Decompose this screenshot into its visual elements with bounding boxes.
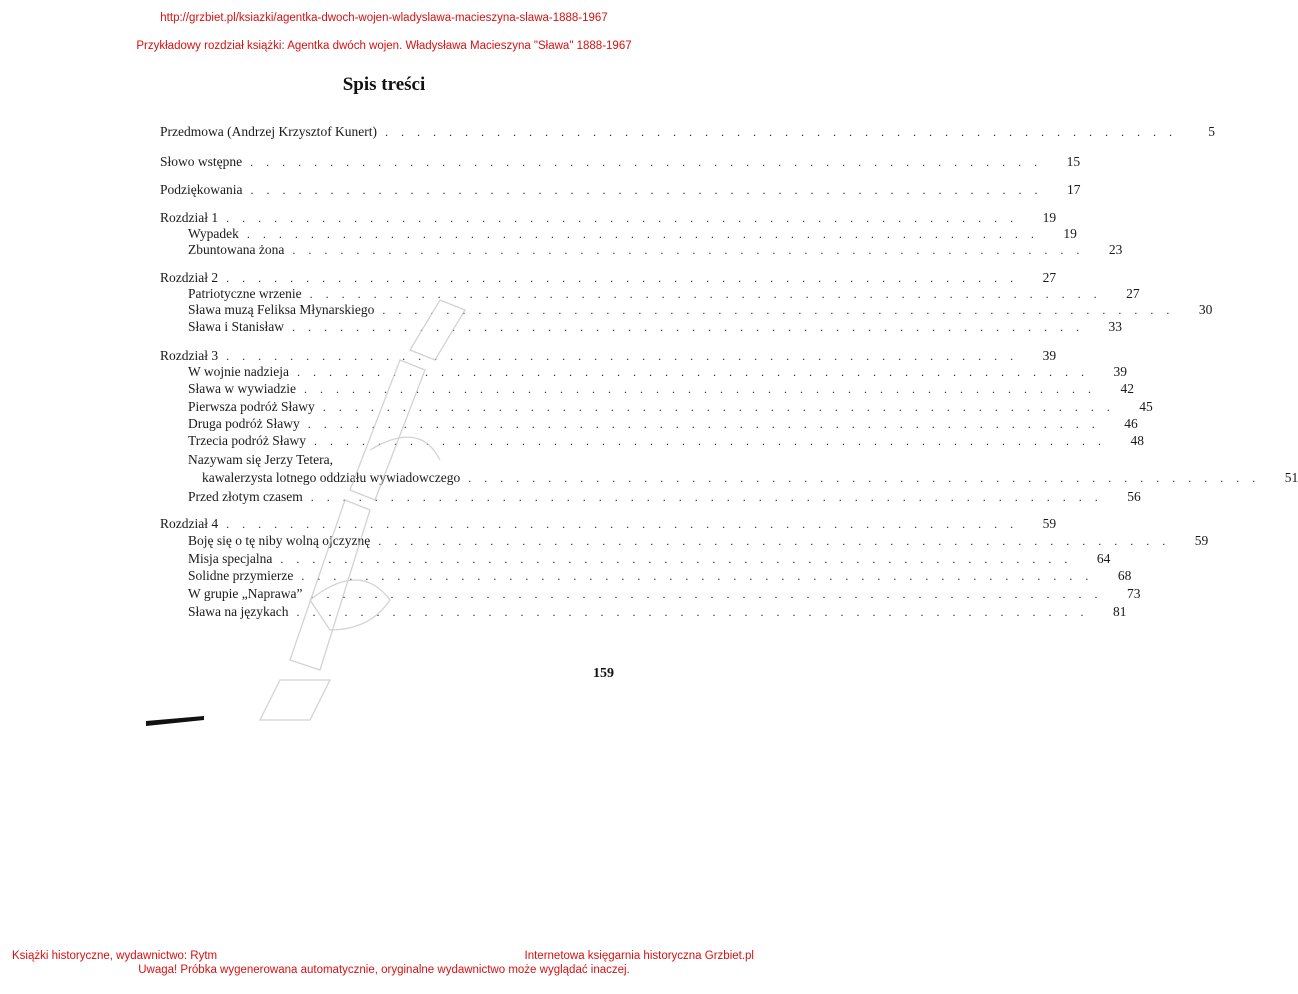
- footer-publisher: Książki historyczne, wydawnictwo: Rytm: [12, 950, 218, 962]
- toc-entry-preface: [160, 122, 1216, 140]
- leader-dots: . . . . . . . . . . . . . . . . . . . . . . . . . . . . . . . . . . . . . . . . . . . . . . . . . .: [468, 471, 1261, 485]
- toc-entry-label: Rozdział 3: [160, 348, 219, 363]
- leader-dots: . . . . . . . . . . . . . . . . . . . . . . . . . . . . . . . . . . . . . . . . . . . . . . . . . .: [303, 382, 1096, 396]
- leader-dots: . . . . . . . . . . . . . . . . . . . . . . . . . . . . . . . . . . . . . . . . . . . . . . . . . .: [296, 605, 1089, 619]
- toc-entry-page: 48: [1130, 433, 1144, 448]
- toc-entry: [188, 450, 612, 468]
- toc-entry-page: 27: [1126, 286, 1140, 301]
- leader-dots: . . . . . . . . . . . . . . . . . . . . . . . . . . . . . . . . . . . . . . . . . . . . . . . . . .: [322, 400, 1115, 414]
- printer-mark-icon: [146, 716, 204, 728]
- leader-dots: . . . . . . . . . . . . . . . . . . . . . . . . . . . . . . . . . . . . . . . . . . . . . . . . . .: [313, 434, 1106, 448]
- toc-entry-page: 27: [1042, 270, 1057, 285]
- toc-entry-label: Sława muzą Feliksa Młynarskiego: [188, 302, 375, 317]
- toc-entry-page: 59: [1042, 516, 1057, 531]
- toc-entry-label: Słowo wstępne: [160, 154, 243, 169]
- footer-bookstore[interactable]: Internetowa księgarnia historyczna Grzbiet.pl: [524, 950, 754, 962]
- toc-entry-page: 56: [1127, 489, 1141, 504]
- toc-entry-page: 51: [1284, 470, 1298, 485]
- toc-entry: [188, 531, 1209, 549]
- toc-entry-label: Nazywam się Jerzy Tetera,: [188, 452, 333, 467]
- toc-entry-label: W wojnie nadzieja: [188, 364, 289, 379]
- leader-dots: . . . . . . . . . . . . . . . . . . . . . . . . . . . . . . . . . . . . . . . . . . . . . . . . . .: [296, 365, 1089, 379]
- toc-entry-chapter-4: [160, 514, 1057, 532]
- leader-dots: . . . . . . . . . . . . . . . . . . . . . . . . . . . . . . . . . . . . . . . . . . . . . . . . . .: [250, 183, 1043, 197]
- toc-entry-label: Przed złotym czasem: [188, 489, 303, 504]
- toc-entry: [188, 414, 1138, 432]
- leader-dots: . . . . . . . . . . . . . . . . . . . . . . . . . . . . . . . . . . . . . . . . . . . . . . . . . .: [226, 211, 1019, 225]
- toc-entry-label: Rozdział 2: [160, 270, 219, 285]
- toc-entry-page: 15: [1066, 154, 1081, 169]
- toc-entry-page: 46: [1124, 416, 1138, 431]
- page-number: 159: [593, 666, 614, 681]
- toc-entry: [188, 379, 1134, 397]
- toc-entry: [188, 240, 1123, 258]
- toc-entry-page: 68: [1117, 568, 1132, 583]
- leader-dots: . . . . . . . . . . . . . . . . . . . . . . . . . . . . . . . . . . . . . . . . . . . . . . . . . .: [246, 227, 1039, 241]
- toc-entry: [188, 300, 1213, 318]
- toc-entry-label: Wypadek: [188, 226, 239, 241]
- toc-entry-label: Solidne przymierze: [188, 568, 294, 583]
- leader-dots: . . . . . . . . . . . . . . . . . . . . . . . . . . . . . . . . . . . . . . . . . . . . . . . . . .: [382, 303, 1175, 317]
- toc-entry-label: Boję się o tę niby wolną ojczyznę: [188, 533, 371, 548]
- toc-entry-label: Zbuntowana żona: [188, 242, 285, 257]
- leader-dots: . . . . . . . . . . . . . . . . . . . . . . . . . . . . . . . . . . . . . . . . . . . . . . . . . .: [292, 243, 1085, 257]
- toc-entry-page: 64: [1096, 551, 1111, 566]
- toc-entry-label: Podziękowania: [160, 182, 243, 197]
- leader-dots: . . . . . . . . . . . . . . . . . . . . . . . . . . . . . . . . . . . . . . . . . . . . . . . . . .: [250, 155, 1043, 169]
- toc-entry-acknowledgements: [160, 180, 1081, 198]
- toc-entry-label: Rozdział 4: [160, 516, 219, 531]
- toc-title: Spis treści: [342, 74, 426, 95]
- leader-dots: . . . . . . . . . . . . . . . . . . . . . . . . . . . . . . . . . . . . . . . . . . . . . . . . . .: [309, 287, 1102, 301]
- footer-disclaimer: Uwaga! Próbka wygenerowana automatycznie, oryginalne wydawnictwo może wyglądać inaczej.: [138, 964, 630, 976]
- toc-entry-label: Sława w wywiadzie: [188, 381, 296, 396]
- leader-dots: . . . . . . . . . . . . . . . . . . . . . . . . . . . . . . . . . . . . . . . . . . . . . . . . . .: [226, 517, 1019, 531]
- toc-entry-page: 33: [1108, 319, 1122, 334]
- toc-entry: [188, 584, 1141, 602]
- leader-dots: . . . . . . . . . . . . . . . . . . . . . . . . . . . . . . . . . . . . . . . . . . . . . . . . . .: [226, 271, 1019, 285]
- toc-entry-page: 19: [1042, 210, 1057, 225]
- toc-entry-label: W grupie „Naprawa”: [188, 586, 303, 601]
- toc-entry-page: 5: [1208, 124, 1216, 139]
- toc-entry-label: kawalerzysta lotnego oddziału wywiadowczego: [202, 470, 461, 485]
- leader-dots: . . . . . . . . . . . . . . . . . . . . . . . . . . . . . . . . . . . . . . . . . . . . . . . . . .: [292, 320, 1084, 334]
- toc-entry-page: 45: [1139, 399, 1153, 414]
- sample-notice: Przykładowy rozdział książki: Agentka dwóch wojen. Władysława Macieszyna "Sława" 1888-1967: [136, 40, 632, 52]
- toc-entry-page: 17: [1066, 182, 1081, 197]
- toc-entry-page: 39: [1042, 348, 1057, 363]
- toc-entry-label: Druga podróż Sławy: [188, 416, 300, 431]
- toc-entry-page: 81: [1112, 604, 1127, 619]
- toc-entry: [188, 566, 1132, 584]
- toc-entry: [188, 431, 1144, 449]
- toc-entry-foreword: [160, 152, 1081, 170]
- leader-dots: . . . . . . . . . . . . . . . . . . . . . . . . . . . . . . . . . . . . . . . . . . . . . . . . . .: [226, 349, 1019, 363]
- toc-entry-page: 30: [1198, 302, 1213, 317]
- toc-entry-label: Patriotyczne wrzenie: [188, 286, 302, 301]
- toc-entry: [202, 468, 1298, 486]
- toc-entry-label: Rozdział 1: [160, 210, 219, 225]
- toc-entry: [188, 397, 1153, 415]
- leader-dots: . . . . . . . . . . . . . . . . . . . . . . . . . . . . . . . . . . . . . . . . . . . . . . . . . .: [301, 569, 1094, 583]
- toc-entry-label: Sława i Stanisław: [188, 319, 284, 334]
- toc-entry: [188, 362, 1127, 380]
- toc-entry: [188, 602, 1127, 620]
- toc-entry: [188, 487, 1141, 505]
- toc-entry-page: 39: [1113, 364, 1127, 379]
- toc-entry-label: Sława na językach: [188, 604, 289, 619]
- toc-entry-label: Misja specjalna: [188, 551, 273, 566]
- toc-entry-page: 19: [1063, 226, 1077, 241]
- toc-entry-label: Pierwsza podróż Sławy: [188, 399, 315, 414]
- source-url[interactable]: http://grzbiet.pl/ksiazki/agentka-dwoch-wojen-wladyslawa-macieszyna-slawa-1888-1967: [160, 12, 608, 24]
- leader-dots: . . . . . . . . . . . . . . . . . . . . . . . . . . . . . . . . . . . . . . . . . . . . . . . . . .: [310, 490, 1103, 504]
- leader-dots: . . . . . . . . . . . . . . . . . . . . . . . . . . . . . . . . . . . . . . . . . . . . . . . . . .: [310, 587, 1103, 601]
- toc-entry-page: 73: [1126, 586, 1141, 601]
- toc-entry-page: 42: [1120, 381, 1134, 396]
- leader-dots: . . . . . . . . . . . . . . . . . . . . . . . . . . . . . . . . . . . . . . . . . . . . . . . . . .: [378, 534, 1171, 548]
- toc-entry-page: 59: [1194, 533, 1209, 548]
- toc-entry-label: Przedmowa (Andrzej Krzysztof Kunert): [160, 124, 378, 139]
- leader-dots: . . . . . . . . . . . . . . . . . . . . . . . . . . . . . . . . . . . . . . . . . . . . . . . . . .: [280, 552, 1073, 566]
- leader-dots: . . . . . . . . . . . . . . . . . . . . . . . . . . . . . . . . . . . . . . . . . . . . . . . . . .: [385, 125, 1178, 139]
- leader-dots: . . . . . . . . . . . . . . . . . . . . . . . . . . . . . . . . . . . . . . . . . . . . . . . . . .: [307, 417, 1100, 431]
- toc-entry: [188, 317, 1122, 335]
- toc-entry-label: Trzecia podróż Sławy: [188, 433, 306, 448]
- toc-entry: [188, 549, 1111, 567]
- toc-entry-page: 23: [1108, 242, 1123, 257]
